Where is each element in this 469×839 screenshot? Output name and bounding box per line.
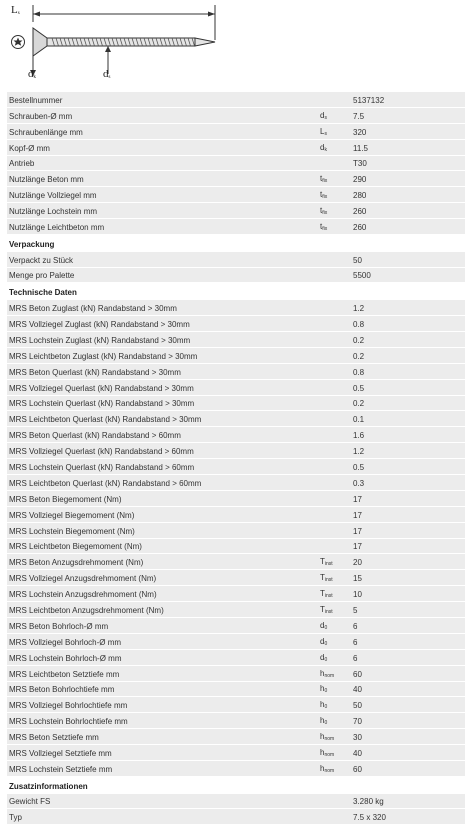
screw-head bbox=[33, 28, 47, 56]
spec-symbol bbox=[320, 206, 327, 216]
screw-drawing-svg bbox=[0, 0, 469, 92]
spec-value: 0.1 bbox=[353, 415, 365, 425]
spec-row bbox=[7, 794, 465, 810]
spec-row bbox=[7, 203, 465, 219]
spec-row bbox=[7, 475, 465, 491]
spec-symbol bbox=[320, 637, 327, 647]
spec-symbol bbox=[320, 222, 327, 232]
spec-label: MRS Leichtbeton Anzugsdrehmoment (Nm) bbox=[9, 605, 164, 615]
symbol-subscript: 0 bbox=[324, 688, 328, 695]
spec-label: MRS Leichtbeton Biegemoment (Nm) bbox=[9, 542, 142, 552]
spec-row bbox=[7, 634, 465, 650]
spec-label: Bestellnummer bbox=[9, 95, 63, 105]
spec-row bbox=[7, 745, 465, 761]
spec-value: 0.5 bbox=[353, 383, 365, 393]
spec-value: 0.2 bbox=[353, 399, 365, 409]
spec-symbol bbox=[320, 127, 327, 137]
spec-label: MRS Lochstein Zuglast (kN) Randabstand > 30mm bbox=[9, 335, 191, 345]
spec-label: MRS Leichtbeton Zuglast (kN) Randabstand > 30mm bbox=[9, 351, 198, 361]
spec-value: 320 bbox=[353, 127, 367, 137]
spec-label: MRS Beton Biegemoment (Nm) bbox=[9, 494, 122, 504]
spec-row bbox=[7, 697, 465, 713]
spec-row bbox=[7, 332, 465, 348]
symbol-letter: T bbox=[320, 557, 325, 567]
section-heading bbox=[7, 777, 465, 794]
spec-row bbox=[7, 364, 465, 380]
spec-symbol bbox=[320, 605, 333, 615]
spec-value: 5 bbox=[353, 605, 358, 615]
symbol-letter: T bbox=[320, 604, 325, 614]
spec-table bbox=[7, 92, 465, 825]
spec-row bbox=[7, 316, 465, 332]
spec-symbol bbox=[320, 669, 334, 679]
symbol-letter: h bbox=[320, 748, 325, 757]
symbol-subscript: s bbox=[324, 130, 327, 137]
spec-value: 6 bbox=[353, 637, 358, 647]
symbol-subscript: nom bbox=[324, 767, 335, 774]
symbol-subscript: fix bbox=[322, 210, 328, 217]
spec-label: MRS Vollziegel Setztiefe mm bbox=[9, 749, 112, 758]
symbol-letter: h bbox=[320, 684, 325, 694]
spec-row bbox=[7, 219, 465, 235]
spec-row bbox=[7, 570, 465, 586]
spec-value: 17 bbox=[353, 542, 362, 552]
symbol-subscript: fix bbox=[322, 178, 328, 185]
spec-label: Schrauben-Ø mm bbox=[9, 111, 73, 121]
spec-label: MRS Beton Querlast (kN) Randabstand > 30mm bbox=[9, 367, 181, 377]
spec-label: Nutzlänge Vollziegel mm bbox=[9, 191, 97, 201]
spec-value: 1.2 bbox=[353, 304, 365, 314]
spec-value: 17 bbox=[353, 494, 362, 504]
spec-value: 5137132 bbox=[353, 95, 385, 105]
spec-value: 40 bbox=[353, 685, 362, 695]
spec-label: MRS Vollziegel Querlast (kN) Randabstand > 30mm bbox=[9, 383, 194, 393]
symbol-letter: h bbox=[320, 763, 325, 773]
spec-value: 0.5 bbox=[353, 462, 365, 472]
symbol-subscript: nom bbox=[324, 672, 335, 679]
screw-tip bbox=[195, 38, 215, 46]
symbol-subscript: 0 bbox=[324, 656, 328, 663]
spec-value: 280 bbox=[353, 191, 367, 201]
spec-row bbox=[7, 523, 465, 539]
spec-value: 60 bbox=[353, 764, 362, 774]
spec-value: 7.5 x 320 bbox=[353, 813, 386, 823]
symbol-subscript: inst bbox=[324, 593, 333, 600]
section-title: Zusatzinformationen bbox=[9, 781, 88, 791]
spec-value: 17 bbox=[353, 510, 362, 520]
symbol-subscript: s bbox=[324, 114, 327, 121]
spec-value: 0.8 bbox=[353, 367, 365, 377]
symbol-subscript: fix bbox=[322, 226, 328, 233]
spec-row bbox=[7, 380, 465, 396]
spec-label: MRS Vollziegel Biegemoment (Nm) bbox=[9, 510, 135, 520]
symbol-letter: t bbox=[320, 222, 323, 232]
dim-arrow-right bbox=[208, 12, 215, 17]
section-title: Verpackung bbox=[9, 239, 55, 249]
spec-row bbox=[7, 348, 465, 364]
spec-label: Verpackt zu Stück bbox=[9, 255, 74, 265]
spec-label: Antrieb bbox=[9, 159, 35, 169]
spec-label: MRS Vollziegel Bohrlochtiefe mm bbox=[9, 701, 128, 711]
spec-value: 17 bbox=[353, 526, 362, 536]
spec-value: 50 bbox=[353, 701, 362, 711]
spec-row bbox=[7, 539, 465, 555]
spec-value: 20 bbox=[353, 558, 362, 568]
symbol-letter: d bbox=[320, 652, 325, 662]
section-heading bbox=[7, 283, 465, 300]
symbol-subscript: inst bbox=[324, 608, 333, 615]
spec-row bbox=[7, 507, 465, 523]
spec-row bbox=[7, 427, 465, 443]
spec-label: Typ bbox=[9, 813, 22, 823]
symbol-letter: t bbox=[320, 206, 323, 216]
spec-row bbox=[7, 729, 465, 745]
symbol-letter: T bbox=[320, 589, 325, 599]
spec-symbol bbox=[320, 143, 327, 153]
spec-row bbox=[7, 108, 465, 124]
spec-value: 5500 bbox=[353, 271, 371, 281]
spec-symbol bbox=[320, 653, 327, 663]
spec-value: T30 bbox=[353, 159, 367, 169]
spec-label: MRS Beton Zuglast (kN) Randabstand > 30mm bbox=[9, 304, 177, 314]
spec-row bbox=[7, 300, 465, 316]
spec-symbol bbox=[320, 190, 327, 200]
spec-label: MRS Vollziegel Querlast (kN) Randabstand > 60mm bbox=[9, 447, 194, 457]
length-dim-label: $L_s$ bbox=[11, 4, 20, 16]
symbol-subscript: 0 bbox=[324, 624, 328, 631]
spec-value: 260 bbox=[353, 207, 367, 217]
spec-label: MRS Beton Querlast (kN) Randabstand > 60mm bbox=[9, 431, 181, 441]
symbol-letter: t bbox=[320, 174, 323, 184]
spec-symbol bbox=[320, 589, 333, 599]
symbol-letter: L bbox=[320, 126, 325, 136]
symbol-subscript: 0 bbox=[324, 640, 328, 647]
spec-row bbox=[7, 602, 465, 618]
symbol-letter: d bbox=[320, 110, 325, 120]
spec-row bbox=[7, 459, 465, 475]
spec-value: 290 bbox=[353, 175, 367, 185]
spec-label: MRS Lochstein Bohrlochtiefe mm bbox=[9, 717, 128, 727]
spec-label: MRS Leichtbeton Querlast (kN) Randabstand > 60mm bbox=[9, 478, 202, 488]
spec-label: Gewicht FS bbox=[9, 797, 51, 807]
spec-label: Nutzlänge Leichtbeton mm bbox=[9, 223, 105, 233]
spec-row bbox=[7, 140, 465, 156]
spec-value: 11.5 bbox=[353, 143, 368, 153]
symbol-subscript: 0 bbox=[324, 704, 328, 711]
spec-row bbox=[7, 554, 465, 570]
section-title: Technische Daten bbox=[9, 288, 77, 298]
symbol-letter: h bbox=[320, 716, 325, 726]
spec-symbol bbox=[320, 716, 327, 726]
spec-row bbox=[7, 252, 465, 268]
symbol-letter: h bbox=[320, 668, 325, 678]
symbol-letter: t bbox=[320, 190, 323, 200]
spec-value: 260 bbox=[353, 223, 367, 233]
spec-label: MRS Beton Anzugsdrehmoment (Nm) bbox=[9, 558, 144, 568]
spec-value: 0.2 bbox=[353, 351, 365, 361]
spec-row bbox=[7, 124, 465, 140]
spec-symbol bbox=[320, 764, 334, 774]
spec-label: Menge pro Palette bbox=[9, 271, 75, 281]
spec-row bbox=[7, 713, 465, 729]
symbol-subscript: inst bbox=[324, 561, 333, 568]
spec-row bbox=[7, 650, 465, 666]
spec-row bbox=[7, 618, 465, 634]
spec-value: 7.5 bbox=[353, 111, 365, 121]
spec-value: 0.8 bbox=[353, 319, 365, 329]
spec-symbol bbox=[320, 621, 327, 631]
spec-value: 1.6 bbox=[353, 431, 365, 441]
spec-row bbox=[7, 666, 465, 682]
spec-label: MRS Leichtbeton Setztiefe mm bbox=[9, 669, 120, 679]
spec-label: MRS Vollziegel Zuglast (kN) Randabstand > 30mm bbox=[9, 319, 190, 329]
head-dim-label: $d_k$ bbox=[28, 68, 36, 80]
spec-row bbox=[7, 187, 465, 203]
symbol-subscript: nom bbox=[324, 736, 335, 743]
spec-symbol bbox=[320, 700, 327, 710]
spec-value: 0.3 bbox=[353, 478, 365, 488]
spec-label: MRS Lochstein Anzugsdrehmoment (Nm) bbox=[9, 590, 157, 600]
spec-value: 60 bbox=[353, 669, 362, 679]
spec-label: Schraubenlänge mm bbox=[9, 127, 83, 137]
spec-symbol bbox=[320, 557, 333, 567]
spec-symbol bbox=[320, 684, 327, 694]
symbol-letter: T bbox=[320, 573, 325, 583]
spec-label: MRS Vollziegel Anzugsdrehmoment (Nm) bbox=[9, 574, 157, 584]
symbol-letter: h bbox=[320, 700, 325, 710]
spec-row bbox=[7, 268, 465, 284]
spec-row bbox=[7, 586, 465, 602]
spec-label: Nutzlänge Beton mm bbox=[9, 175, 84, 185]
spec-value: 0.2 bbox=[353, 335, 365, 345]
symbol-subscript: nom bbox=[324, 752, 335, 758]
spec-row bbox=[7, 171, 465, 187]
spec-label: MRS Lochstein Querlast (kN) Randabstand > 60mm bbox=[9, 462, 195, 472]
spec-label: MRS Lochstein Querlast (kN) Randabstand > 30mm bbox=[9, 399, 195, 409]
symbol-letter: d bbox=[320, 620, 325, 630]
spec-row bbox=[7, 411, 465, 427]
spec-row bbox=[7, 761, 465, 777]
symbol-subscript: k bbox=[324, 146, 327, 153]
spec-symbol bbox=[320, 174, 327, 184]
spec-row bbox=[7, 156, 465, 172]
spec-label: MRS Beton Setztiefe mm bbox=[9, 733, 99, 743]
spec-row bbox=[7, 491, 465, 507]
spec-row bbox=[7, 809, 465, 825]
symbol-subscript: inst bbox=[324, 577, 333, 584]
screw-technical-drawing bbox=[0, 0, 469, 92]
spec-value: 6 bbox=[353, 621, 358, 631]
spec-value: 50 bbox=[353, 255, 362, 265]
spec-value: 10 bbox=[353, 590, 362, 600]
spec-value: 70 bbox=[353, 717, 362, 727]
spec-symbol bbox=[320, 573, 333, 583]
symbol-letter: h bbox=[320, 732, 325, 742]
spec-symbol bbox=[320, 748, 334, 758]
spec-row bbox=[7, 682, 465, 698]
spec-value: 15 bbox=[353, 574, 362, 584]
spec-value: 1.2 bbox=[353, 447, 365, 457]
section-heading bbox=[7, 235, 465, 252]
spec-label: Kopf-Ø mm bbox=[9, 143, 50, 153]
symbol-letter: d bbox=[320, 636, 325, 646]
spec-label: MRS Leichtbeton Querlast (kN) Randabstand > 30mm bbox=[9, 415, 202, 425]
spec-label: MRS Vollziegel Bohrloch-Ø mm bbox=[9, 637, 122, 647]
spec-value: 6 bbox=[353, 653, 358, 663]
spec-label: MRS Beton Bohrlochtiefe mm bbox=[9, 685, 115, 695]
torx-icon bbox=[12, 36, 25, 49]
spec-label: MRS Lochstein Bohrloch-Ø mm bbox=[9, 653, 122, 663]
spec-symbol bbox=[320, 111, 327, 121]
shank-marker-arrow bbox=[105, 46, 111, 52]
spec-label: MRS Lochstein Setztiefe mm bbox=[9, 764, 113, 774]
symbol-letter: d bbox=[320, 142, 325, 152]
dim-arrow-left bbox=[33, 12, 40, 17]
shank-dim-label: $d_s$ bbox=[103, 68, 111, 80]
spec-label: MRS Lochstein Biegemoment (Nm) bbox=[9, 526, 135, 536]
spec-value: 40 bbox=[353, 749, 362, 758]
spec-row bbox=[7, 396, 465, 412]
spec-value: 30 bbox=[353, 733, 362, 743]
spec-symbol bbox=[320, 732, 334, 742]
spec-label: MRS Beton Bohrloch-Ø mm bbox=[9, 621, 109, 631]
spec-row bbox=[7, 443, 465, 459]
spec-row bbox=[7, 92, 465, 108]
symbol-subscript: 0 bbox=[324, 720, 328, 727]
spec-value: 3.280 kg bbox=[353, 797, 384, 807]
spec-label: Nutzlänge Lochstein mm bbox=[9, 207, 98, 217]
symbol-subscript: fix bbox=[322, 194, 328, 201]
